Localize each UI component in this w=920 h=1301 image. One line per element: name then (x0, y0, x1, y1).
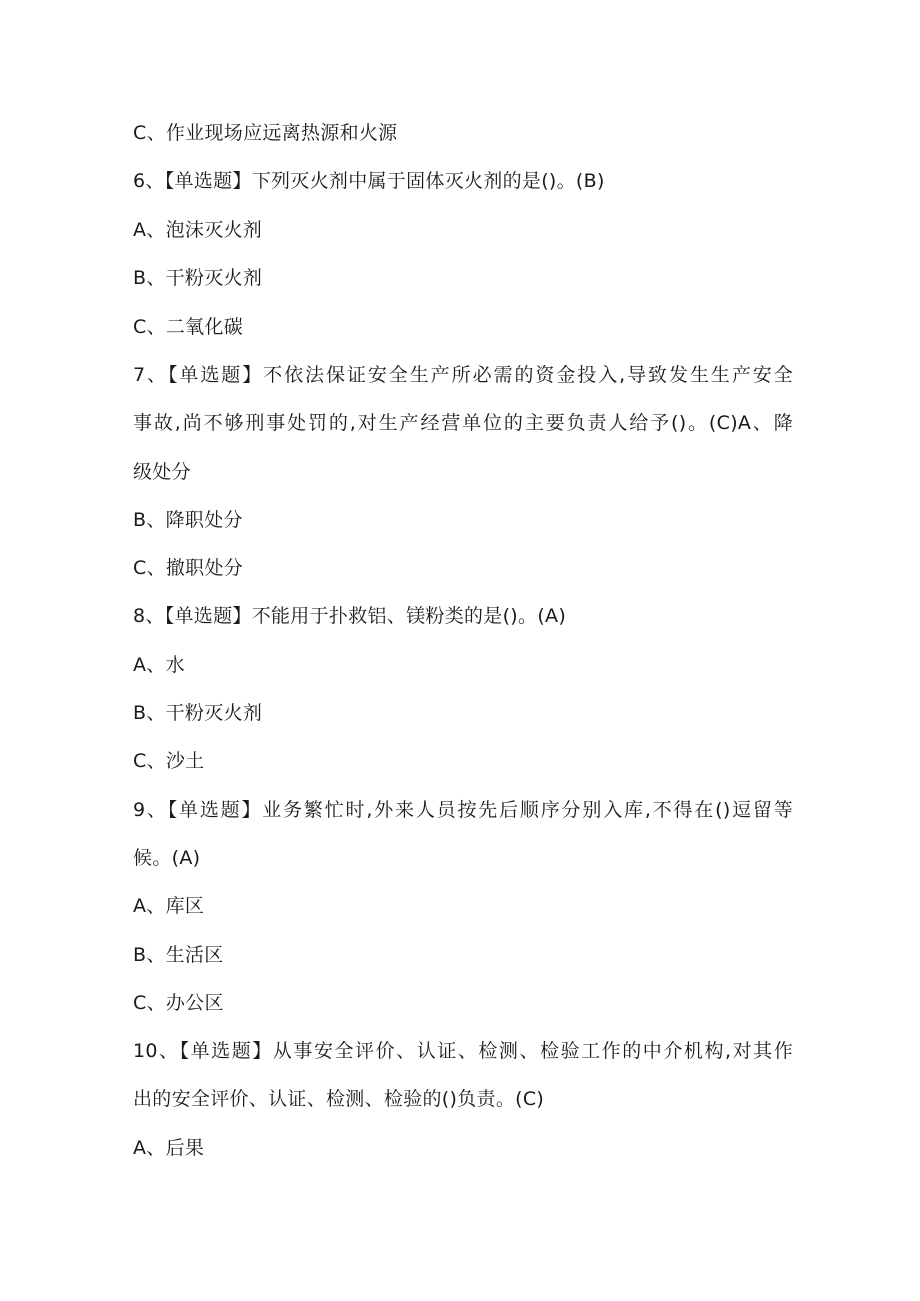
option-b-q8: B、干粉灭火剂 (133, 702, 263, 724)
option-b-q6: B、干粉灭火剂 (133, 267, 263, 289)
option-c-q6: C、二氧化碳 (133, 316, 244, 338)
question-9-line-1: 9、【单选题】业务繁忙时,外来人员按先后顺序分别入库,不得在()逗留等 (133, 799, 793, 821)
option-b-q7: B、降职处分 (133, 509, 243, 531)
option-c-q8: C、沙土 (133, 750, 205, 772)
question-9-line-2: 候。(A) (133, 847, 201, 869)
question-7-line-2: 事故,尚不够刑事处罚的,对生产经营单位的主要负责人给予()。(C)A、降 (133, 412, 793, 434)
option-a-q10: A、后果 (133, 1137, 205, 1159)
option-a-q8: A、水 (133, 654, 185, 676)
question-8: 8、【单选题】不能用于扑救铝、镁粉类的是()。(A) (133, 605, 567, 627)
option-c-q7: C、撤职处分 (133, 557, 244, 579)
option-a-q6: A、泡沫灭火剂 (133, 219, 263, 241)
question-6: 6、【单选题】下列灭火剂中属于固体灭火剂的是()。(B) (133, 170, 605, 192)
option-a-q9: A、库区 (133, 895, 205, 917)
question-10-line-2: 出的安全评价、认证、检测、检验的()负责。(C) (133, 1088, 545, 1110)
option-b-q9: B、生活区 (133, 944, 224, 966)
option-c-q5: C、作业现场应远离热源和火源 (133, 122, 398, 144)
question-10-line-1: 10、【单选题】从事安全评价、认证、检测、检验工作的中介机构,对其作 (133, 1040, 793, 1062)
question-7-line-1: 7、【单选题】不依法保证安全生产所必需的资金投入,导致发生生产安全 (133, 364, 793, 386)
option-c-q9: C、办公区 (133, 992, 224, 1014)
option-a-q7: 级处分 (133, 461, 191, 483)
